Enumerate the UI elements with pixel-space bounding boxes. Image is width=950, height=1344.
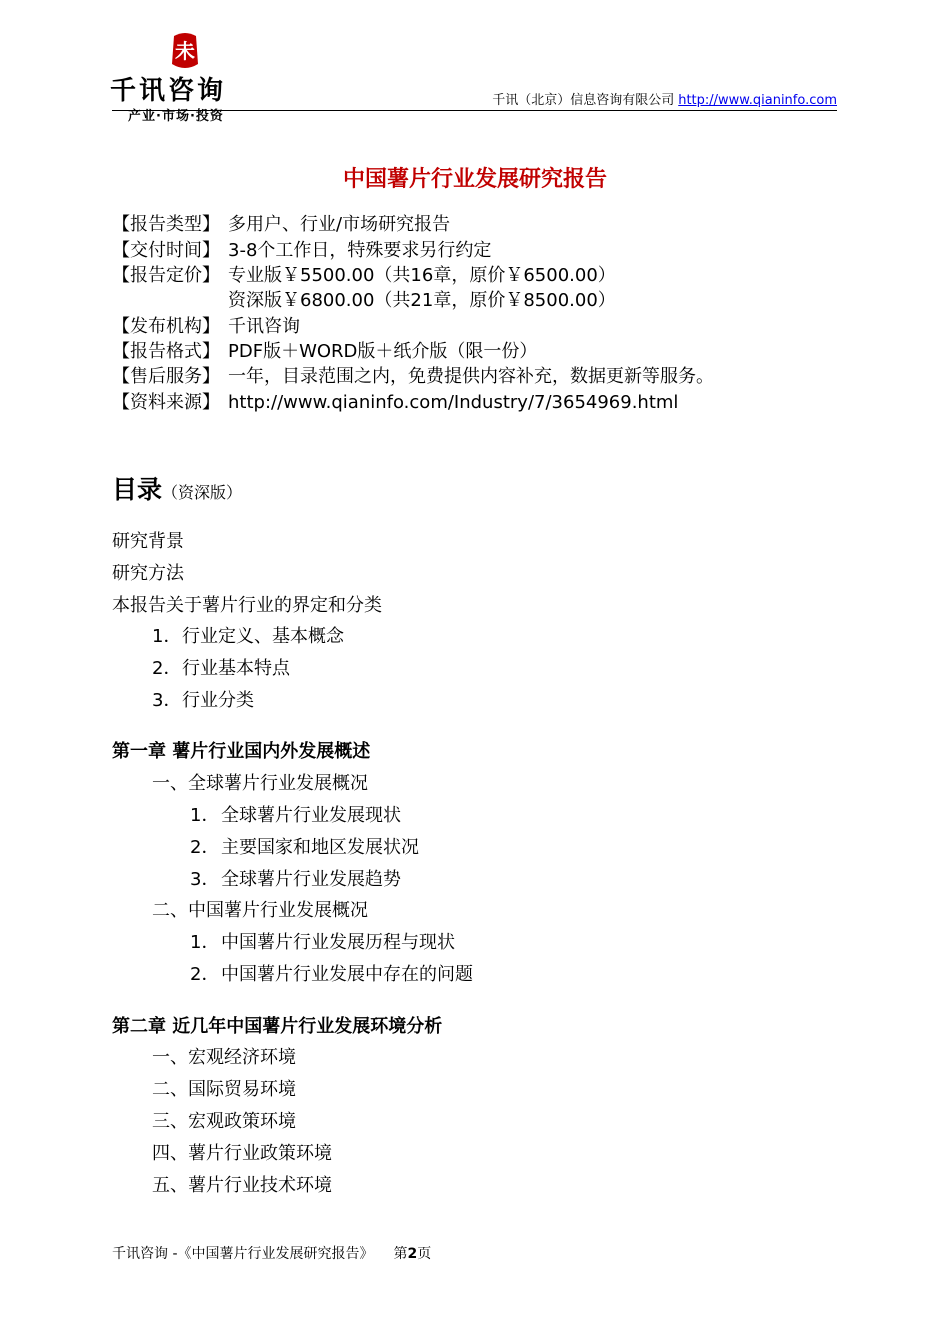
toc-text: 中国薯片行业发展历程与现状 [221, 932, 455, 953]
toc-subitem [190, 930, 455, 956]
toc-title: 目录 [112, 475, 163, 504]
toc-section: 二、国际贸易环境 [152, 1079, 296, 1100]
info-value: PDF版＋WORD版＋纸介版（限一份） [228, 341, 538, 362]
toc-section: 一、宏观经济环境 [152, 1047, 296, 1068]
toc-section: 五、薯片行业技术环境 [152, 1175, 332, 1196]
toc-subitem [190, 962, 473, 988]
toc-section: 二、中国薯片行业发展概况 [152, 900, 368, 921]
page-number [394, 1246, 432, 1262]
info-row-source [112, 390, 678, 415]
report-title: 中国薯片行业发展研究报告 [342, 167, 607, 192]
info-row-delivery [112, 238, 491, 263]
toc-subitem [152, 688, 254, 714]
info-value: 专业版￥5500.00（共16章，原价￥6500.00） [228, 265, 616, 286]
page-prefix: 第 [393, 1246, 408, 1262]
toc-section: 三、宏观政策环境 [152, 1111, 296, 1132]
toc-text: 全球薯片行业发展现状 [221, 805, 401, 826]
info-label: 【报告格式】 [112, 341, 220, 362]
toc-edition: （资深版） [162, 483, 243, 502]
page-num: 2 [407, 1246, 418, 1262]
toc-text: 行业基本特点 [182, 658, 290, 679]
toc-number: 1． [190, 932, 220, 953]
info-row-format [112, 339, 537, 364]
toc-text: 行业分类 [182, 690, 254, 711]
toc-item: 本报告关于薯片行业的界定和分类 [112, 595, 382, 616]
info-label: 【报告类型】 [112, 214, 220, 235]
page-suffix: 页 [417, 1246, 432, 1262]
toc-number: 3． [152, 690, 182, 711]
company-url-link[interactable]: http://www.qianinfo.com [678, 93, 837, 108]
info-value: 3-8个工作日，特殊要求另行约定 [228, 240, 492, 261]
header-divider [112, 110, 837, 111]
footer-text: 千讯咨询 -《中国薯片行业发展研究报告》 [112, 1246, 374, 1262]
info-row-publisher [112, 314, 300, 339]
toc-text: 中国薯片行业发展中存在的问题 [221, 964, 473, 985]
info-row-price [112, 263, 616, 288]
page-footer [112, 1244, 431, 1264]
info-label: 【发布机构】 [112, 316, 220, 337]
info-row-type [112, 212, 450, 237]
toc-number: 3． [190, 869, 220, 890]
info-value: 千讯咨询 [228, 316, 300, 337]
info-label: 【资料来源】 [112, 392, 220, 413]
info-label: 【报告定价】 [112, 265, 220, 286]
company-name: 千讯（北京）信息咨询有限公司 [492, 93, 675, 108]
svg-text:未: 未 [175, 39, 195, 63]
logo-seal-icon [168, 30, 202, 72]
toc-section: 一、全球薯片行业发展概况 [152, 773, 368, 794]
toc-section: 四、薯片行业政策环境 [152, 1143, 332, 1164]
toc-subitem [190, 803, 401, 829]
info-value: 一年，目录范围之内，免费提供内容补充，数据更新等服务。 [228, 366, 714, 387]
info-value: 多用户、行业/市场研究报告 [228, 214, 451, 235]
info-value-link[interactable]: http://www.qianinfo.com/Industry/7/3654969.html [228, 392, 679, 413]
info-row-service [112, 364, 714, 389]
toc-text: 主要国家和地区发展状况 [221, 837, 419, 858]
toc-number: 2． [190, 837, 220, 858]
toc-subitem [152, 624, 344, 650]
toc-text: 行业定义、基本概念 [182, 626, 344, 647]
toc-subitem [152, 656, 290, 682]
toc-subitem [190, 835, 419, 861]
toc-item: 研究背景 [112, 531, 184, 552]
info-label: 【售后服务】 [112, 366, 220, 387]
info-label: 【交付时间】 [112, 240, 220, 261]
toc-number: 1． [152, 626, 182, 647]
logo-slogan: 产业·市场·投资 [128, 109, 224, 124]
toc-number: 2． [152, 658, 182, 679]
toc-text: 全球薯片行业发展趋势 [221, 869, 401, 890]
toc-number: 1． [190, 805, 220, 826]
header-company-line [492, 92, 837, 110]
toc-subitem [190, 867, 401, 893]
toc-item: 研究方法 [112, 563, 184, 584]
toc-number: 2． [190, 964, 220, 985]
toc-heading [112, 474, 242, 509]
toc-chapter-2: 第二章 近几年中国薯片行业发展环境分析 [112, 1016, 443, 1037]
toc-chapter-1: 第一章 薯片行业国内外发展概述 [112, 741, 371, 762]
logo-name: 千讯咨询 [110, 76, 227, 106]
info-row-price-senior: 资深版￥6800.00（共21章，原价￥8500.00） [228, 290, 616, 311]
